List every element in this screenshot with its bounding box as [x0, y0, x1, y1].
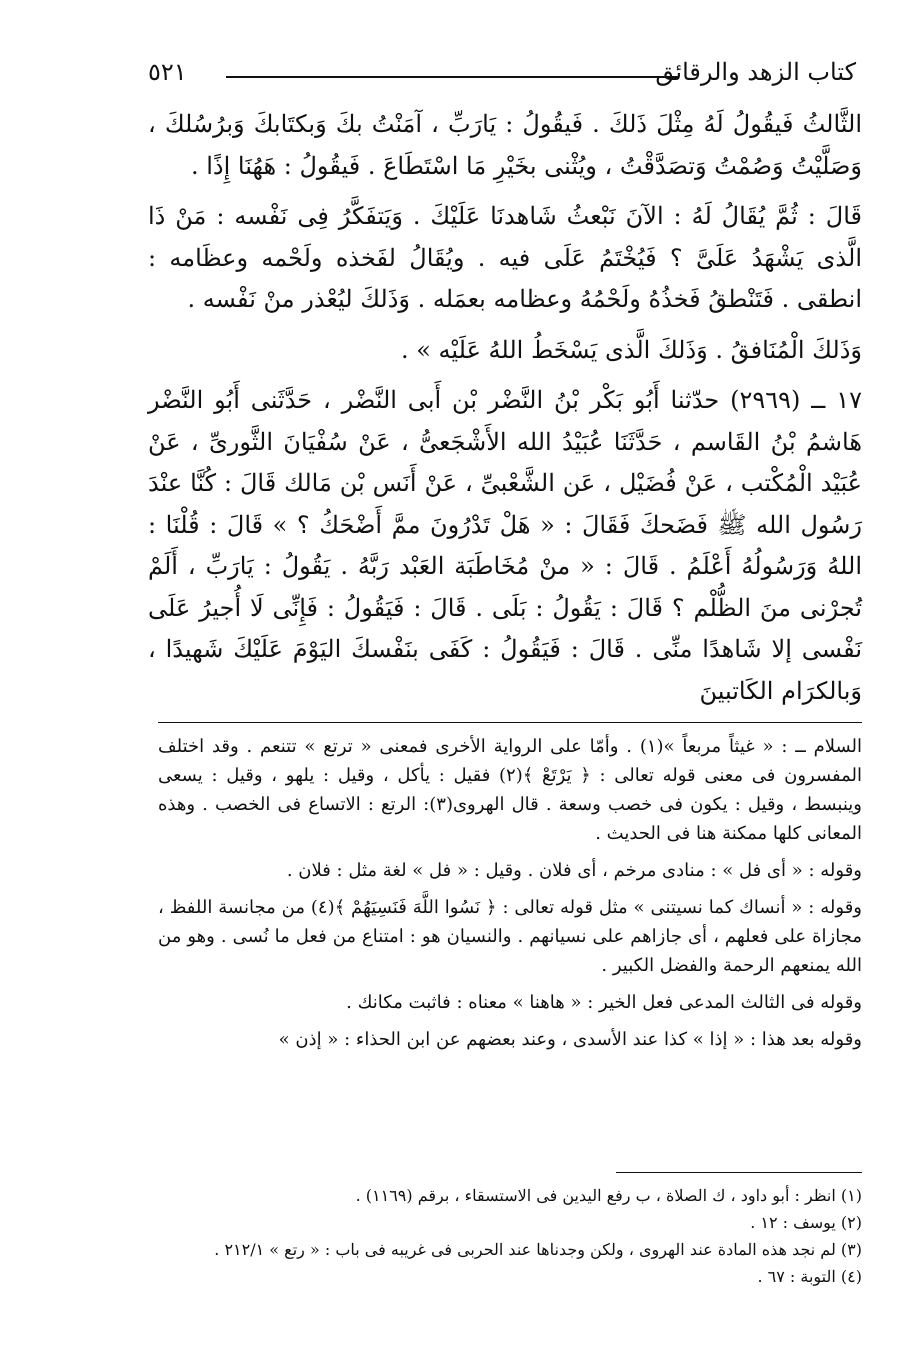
commentary-separator [158, 722, 862, 723]
footnote-3: (٣) لم نجد هذه المادة عند الهروى ، ولكن وجدناها عند الحربى فى غريبه فى باب : « رتع » ٢١٢/١ . [214, 1240, 862, 1259]
footnote-2: (٢) يوسف : ١٢ . [750, 1213, 862, 1232]
commentary [158, 732, 862, 1062]
main-paragraph-1: الثَّالثُ فَيقُولُ لَهُ مِثْلَ ذَلكَ . فَيقُولُ : يَارَبِّ ، آمَنْتُ بكَ وَبكتَابكَ وَبرُسُلكَ ، وَصَلَّيْتُ وَصُمْتُ وَتصَدَّقْتُ ، ويُثْنى بخَيْرِ مَا اسْتَطَاعَ . فَيقُولُ : هَهُنَا إِذًا . [148, 110, 862, 180]
commentary-paragraph-2: وقوله : « أى فل » : منادى مرخم ، أى فلان . وقيل : « فل » لغة مثل : فلان . [286, 860, 862, 881]
footnote-separator [616, 1172, 862, 1173]
footnote-1: (١) انظر : أبو داود ، ك الصلاة ، ب رفع اليدين فى الاستسقاء ، برقم (١١٦٩) . [355, 1186, 862, 1205]
footnotes [158, 1182, 862, 1290]
main-paragraph-4: ١٧ ــ (٢٩٦٩) حدّثنا أَبُو بَكْر بْنُ النَّضْر بْن أَبى النَّضْر ، حَدَّثَنى أَبُو النَّضْر هَاشمُ بْنُ القَاسم ، حَدَّثَنَا عُبَيْدُ الله الأَشْجَعىُّ ، عَنْ سُفْيَانَ الثَّورىِّ ، عَنْ عُبَيْد الْمُكْتب ، عَنْ فُضَيْل ، عَن الشَّعْبىِّ ، عَنْ أَنَس بْن مَالك قَالَ : كُنَّا عنْدَ رَسُول الله ﷺ فَضَحكَ فَقَالَ : « هَلْ تَدْرُونَ ممَّ أَضْحَكُ ؟ » قَالَ : قُلْنَا : اللهُ وَرَسُولُهُ أَعْلَمُ . قَالَ : « منْ مُخَاطَبَة العَبْد رَبَّهُ . يَقُولُ : يَارَبِّ ، أَلَمْ تُجرْنى منَ الظُّلْم ؟ قَالَ : يَقُولُ : بَلَى . قَالَ : فَيَقُولُ : فَإِنِّى لَا أُجيرُ عَلَى نَفْسى إلا شَاهدًا منِّى . قَالَ : فَيَقُولُ : كَفَى بنَفْسكَ اليَوْمَ عَلَيْكَ شَهيدًا ، وَبالكرَام الكَاتبينَ [148, 386, 863, 705]
main-paragraph-2: قَالَ : ثُمَّ يُقَالُ لَهُ : الآنَ نَبْعثُ شَاهدنَا عَلَيْكَ . وَيَتفَكَّرُ فِى نَفْسه : مَنْ ذَا الَّذى يَشْهَدُ عَلَىَّ ؟ فَيُخْتَمُ عَلَى فيه . ويُقَالُ لفَخذه ولَحْمه وعظَامه : انطقى . فَتَنْطقُ فَخذُهُ ولَحْمُهُ وعظامه بعمَله . وَذَلكَ ليُعْذر منْ نَفْسه . [148, 202, 862, 313]
commentary-paragraph-3: وقوله : « أنساك كما نسيتنى » مثل قوله تعالى : ﴿ نَسُوا اللَّهَ فَنَسِيَهُمْ ﴾(٤) من مجانسة اللفظ ، مجازاة على فعلهم ، أى جازاهم على نسيانهم . والنسيان هو : امتناع من فعل ما نُسى . وهو من الله يمنعهم الرحمة والفضل الكبير . [158, 897, 862, 976]
header-title: كتاب الزهد والرقائق [655, 58, 856, 86]
commentary-paragraph-5: وقوله بعد هذا : « إذا » كذا عند الأسدى ، وعند بعضهم عن ابن الحذاء : « إذن » [278, 1029, 862, 1050]
commentary-paragraph-1: السلام ــ : « غيثاً مربعاً »(١) . وأمّا على الرواية الأخرى فمعنى « ترتع » تتنعم . وقد اختلف المفسرون فى معنى قوله تعالى : ﴿ يَرْتَعْ ﴾(٢) فقيل : يأكل ، وقيل : يلهو ، وقيل : يسعى وينبسط ، وقيل : يكون فى خصب وسعة . قال الهروى(٣): الرتع : الاتساع فى الخصب . وهذه المعانى كلها ممكنة هنا فى الحديث . [158, 736, 863, 844]
main-paragraph-3: وَذَلكَ الْمُنَافقُ . وَذَلكَ الَّذى يَسْخَطُ اللهُ عَلَيْه » . [400, 335, 862, 364]
header-rule [226, 76, 678, 78]
footnote-4: (٤) التوبة : ٦٧ . [757, 1267, 862, 1286]
page-number: ٥٢١ [148, 58, 187, 86]
main-text [148, 104, 862, 721]
running-header [148, 58, 856, 98]
commentary-paragraph-4: وقوله فى الثالث المدعى فعل الخير : « هاهنا » معناه : فاثبت مكانك . [346, 992, 862, 1013]
